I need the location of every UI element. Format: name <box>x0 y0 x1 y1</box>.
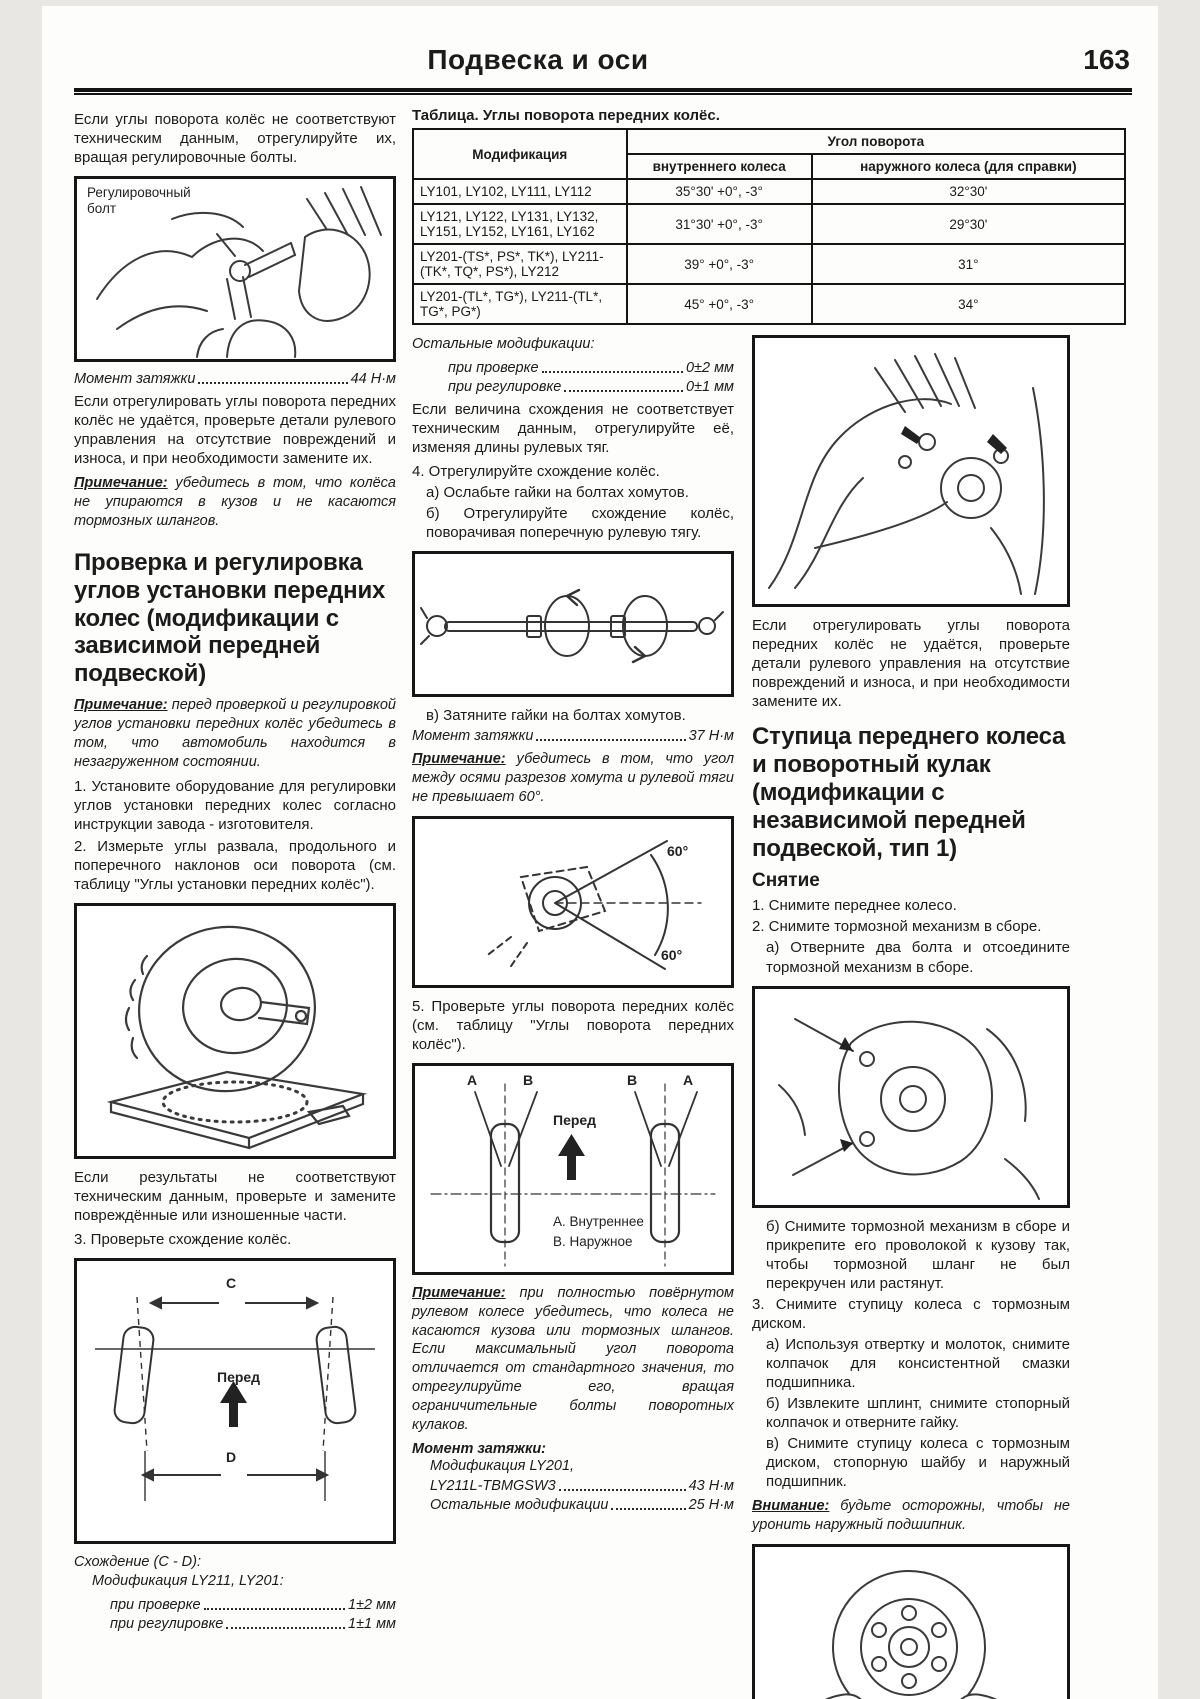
torque-spec-25 <box>412 1497 734 1513</box>
right-column <box>752 335 1070 1699</box>
figure-hub-removal <box>752 1544 1070 1699</box>
spec-value: 43 Н·м <box>688 1478 734 1495</box>
spec-value: 1±2 мм <box>348 1596 396 1613</box>
wheel-turntable-drawing <box>77 906 393 1156</box>
right-area <box>412 105 1132 1699</box>
torque-mod-line: Модификация LY201, <box>430 1457 575 1474</box>
step: 2. Снимите тормозной механизм в сборе. <box>752 918 1042 936</box>
table-row <box>413 284 1125 324</box>
toe-label-front: Перед <box>217 1368 261 1385</box>
col-header-modification: Модификация <box>413 129 627 179</box>
page-header <box>74 36 1132 88</box>
substep: в) Снимите ступицу колеса с тормозным диском, стопорную шайбу и наружный подшипник. <box>766 1435 1070 1491</box>
spec-value: 0±1 мм <box>686 378 734 395</box>
col-header-outer: наружного колеса (для справки) <box>812 154 1125 179</box>
spec-label: при регулировке <box>110 1615 224 1632</box>
paragraph: Если углы поворота колёс не соответствуют техническим данным, отрегулируйте их, вращая регулировочные болты. <box>74 111 396 167</box>
warning-note <box>752 1497 1070 1535</box>
step: 1. Установите оборудование для регулировки углов установки передних колес согласно инструкции завода - изготовителя. <box>74 778 396 834</box>
note-term: Примечание: <box>74 475 168 492</box>
turn-label-right-b: В <box>627 1071 638 1088</box>
substep: а) Отверните два болта и отсоедините тормозной механизм в сборе. <box>766 939 1070 976</box>
paragraph: Если отрегулировать углы поворота передних колёс не удаётся, проверьте детали рулевого управления на отсутствие повреждений и износа, и при необходимости замените их. <box>74 393 396 468</box>
turn-label-right-a: А <box>683 1071 694 1088</box>
turn-label-left-b: В <box>523 1071 534 1088</box>
clamp-angle-top: 60° <box>667 842 689 859</box>
cell-outer-angle: 34° <box>812 284 1125 324</box>
cell-modification: LY101, LY102, LY111, LY112 <box>413 179 627 204</box>
left-column <box>74 105 396 1699</box>
turn-label-front: Перед <box>553 1111 597 1128</box>
cell-modification: LY201-(TL*, TG*), LY211-(TL*, TG*, PG*) <box>413 284 627 324</box>
note-text: убедитесь в том, что угол между осями разрезов хомута и рулевой тяги не превышает 60°. <box>412 751 734 805</box>
middle-column <box>412 335 734 1699</box>
check-spec <box>412 360 734 376</box>
note-text: перед проверкой и регулировкой углов установки передних колёс убедитесь в том, что автомобиль находится в незагруженном состоянии. <box>74 697 396 770</box>
note-term: Примечание: <box>412 1284 506 1301</box>
cell-outer-angle: 29°30' <box>812 204 1125 244</box>
clamp-angle-bottom: 60° <box>661 946 683 963</box>
tie-rod-drawing <box>415 554 731 694</box>
figure-suspension <box>752 335 1070 607</box>
page-title: Подвеска и оси <box>427 44 649 75</box>
figure-brake-assembly <box>752 986 1070 1208</box>
step: 3. Снимите ступицу колеса с тормозным диском. <box>752 1295 1070 1332</box>
turn-label-left-a: А <box>467 1071 478 1088</box>
torque-spec-44 <box>74 371 396 387</box>
dot-leader <box>536 739 685 741</box>
spec-label: при проверке <box>448 359 539 376</box>
paragraph: Если результаты не соответствуют техническим данным, проверьте и замените повреждённые или изношенные части. <box>74 1168 396 1224</box>
note-term: Примечание: <box>412 751 506 768</box>
substep: б) Извлеките шплинт, снимите стопорный колпачок и отверните гайку. <box>766 1394 1070 1432</box>
cell-inner-angle: 31°30' +0°, -3° <box>627 204 812 244</box>
warning-text: будьте осторожны, чтобы не уронить наружный подшипник. <box>752 1498 1070 1534</box>
hub-removal-drawing <box>755 1547 1067 1699</box>
table-header-row <box>413 129 1125 154</box>
dot-leader <box>611 1508 685 1510</box>
note <box>74 696 396 771</box>
toe-diagram-drawing <box>77 1261 393 1541</box>
spec-value: 37 Н·м <box>688 728 734 745</box>
paragraph: Если величина схождения не соответствует техническим данным, отрегулируйте её, изменяя длины рулевых тяг. <box>412 400 734 456</box>
table-row <box>413 244 1125 284</box>
substep: б) Отрегулируйте схождение колёс, поворачивая поперечную рулевую тягу. <box>426 505 734 542</box>
toe-spec-block <box>74 1553 396 1591</box>
dot-leader <box>204 1608 345 1610</box>
note-text: убедитесь в том, что колёса не упираются в кузов и не касаются тормозных шлангов. <box>74 475 396 530</box>
adjust-spec <box>412 379 734 395</box>
dot-leader <box>542 371 683 373</box>
cell-modification: LY201-(TS*, PS*, TK*), LY211-(TK*, TQ*, PS*), LY212 <box>413 244 627 284</box>
paragraph: Если отрегулировать углы поворота передних колёс не удаётся, проверьте детали рулевого управления на отсутствие повреждений и износа, и при необходимости замените их. <box>752 617 1070 711</box>
header-rule <box>74 88 1132 95</box>
brake-assembly-drawing <box>755 989 1067 1205</box>
table-row <box>413 179 1125 204</box>
step: 3. Проверьте схождение колёс. <box>74 1230 292 1248</box>
page-content <box>74 105 1132 1699</box>
section-heading-alignment: Проверка и регулировка углов установки передних колес (модификации с зависимой передней подвеской) <box>74 548 386 688</box>
cell-outer-angle: 32°30' <box>812 179 1125 204</box>
toe-modification: Модификация LY211, LY201: <box>92 1572 284 1589</box>
cell-modification: LY121, LY122, LY131, LY132, LY151, LY152, LY161, LY162 <box>413 204 627 244</box>
torque-spec-37 <box>412 728 734 744</box>
warning-term: Внимание: <box>752 1498 830 1515</box>
dot-leader <box>559 1489 686 1491</box>
figure-turn-angle-wheels <box>412 1063 734 1275</box>
step: 5. Проверьте углы поворота передних колёс (см. таблицу "Углы поворота передних колёс"). <box>412 997 734 1053</box>
table-title: Таблица. Углы поворота передних колёс. <box>412 107 720 124</box>
turn-legend-b: В. Наружное <box>553 1233 633 1249</box>
manual-page <box>42 6 1158 1699</box>
step: 1. Снимите переднее колесо. <box>752 897 957 915</box>
dot-leader <box>226 1627 345 1629</box>
dot-leader <box>564 390 683 392</box>
spec-label: Момент затяжки <box>412 728 534 745</box>
torque-block-title: Момент затяжки: <box>412 1440 547 1457</box>
spec-label: при проверке <box>110 1596 201 1613</box>
turn-angle-table <box>412 128 1126 325</box>
col-header-inner: внутреннего колеса <box>627 154 812 179</box>
cell-inner-angle: 45° +0°, -3° <box>627 284 812 324</box>
figure-tie-rod <box>412 551 734 697</box>
spec-value: 44 Н·м <box>350 371 396 388</box>
figure-toe-diagram <box>74 1258 396 1544</box>
substep: б) Снимите тормозной механизм в сборе и прикрепите его проволокой к кузову так, чтобы тормозной шланг не был перекручен или растянут. <box>766 1217 1070 1292</box>
page-number: 163 <box>1083 44 1130 75</box>
toe-adjust-spec <box>74 1616 396 1632</box>
col-header-angle: Угол поворота <box>627 129 1125 154</box>
spec-label: Остальные модификации <box>430 1497 609 1514</box>
other-mods-title: Остальные модификации: <box>412 336 595 352</box>
torque-spec-43 <box>412 1478 734 1494</box>
spec-label: Момент затяжки <box>74 371 196 388</box>
note-text: при полностью повёрнутом рулевом колесе убедитесь, что колеса не касаются кузова или тормозных шлангов. Если максимальный угол поворота отличается от стандартного значения, то отрегулируйте его, вращая ограничительные болты поворотных кулаков. <box>412 1284 734 1433</box>
figure-adjust-bolt <box>74 176 396 362</box>
note <box>74 474 396 531</box>
cell-inner-angle: 39° +0°, -3° <box>627 244 812 284</box>
figure-label-adjust-bolt: Регулировочный болт <box>87 185 191 216</box>
step: 4. Отрегулируйте схождение колёс. <box>412 462 660 480</box>
figure-clamp-angle <box>412 816 734 988</box>
toe-label-d: D <box>226 1448 237 1465</box>
subsection-heading-removal: Снятие <box>752 870 820 892</box>
toe-title: Схождение (C - D): <box>74 1553 202 1570</box>
section-heading-hub: Ступица переднего колеса и поворотный кулак (модификации с независимой передней подвеской, тип 1) <box>752 723 1066 862</box>
spec-label: LY211L-TBMGSW3 <box>430 1478 556 1495</box>
step: 2. Измерьте углы развала, продольного и поперечного наклонов оси поворота (см. таблицу "Углы установки передних колёс"). <box>74 837 396 893</box>
figure-wheel-turntable <box>74 903 396 1159</box>
spec-label: при регулировке <box>448 378 562 395</box>
toe-check-spec <box>74 1597 396 1613</box>
cell-outer-angle: 31° <box>812 244 1125 284</box>
note <box>412 750 734 807</box>
substep: в) Затяните гайки на болтах хомутов. <box>426 707 686 725</box>
toe-label-c: C <box>226 1274 237 1291</box>
turn-legend-a: А. Внутреннее <box>553 1213 644 1229</box>
substep: а) Используя отвертку и молоток, снимите колпачок для консистентной смазки подшипника. <box>766 1335 1070 1391</box>
dot-leader <box>198 382 347 384</box>
note <box>412 1284 734 1435</box>
spec-value: 0±2 мм <box>686 359 734 376</box>
cell-inner-angle: 35°30' +0°, -3° <box>627 179 812 204</box>
substep: а) Ослабьте гайки на болтах хомутов. <box>426 484 689 502</box>
spec-value: 25 Н·м <box>688 1497 734 1514</box>
table-row <box>413 204 1125 244</box>
suspension-drawing <box>755 338 1067 604</box>
spec-value: 1±1 мм <box>348 1615 396 1632</box>
note-term: Примечание: <box>74 697 168 713</box>
